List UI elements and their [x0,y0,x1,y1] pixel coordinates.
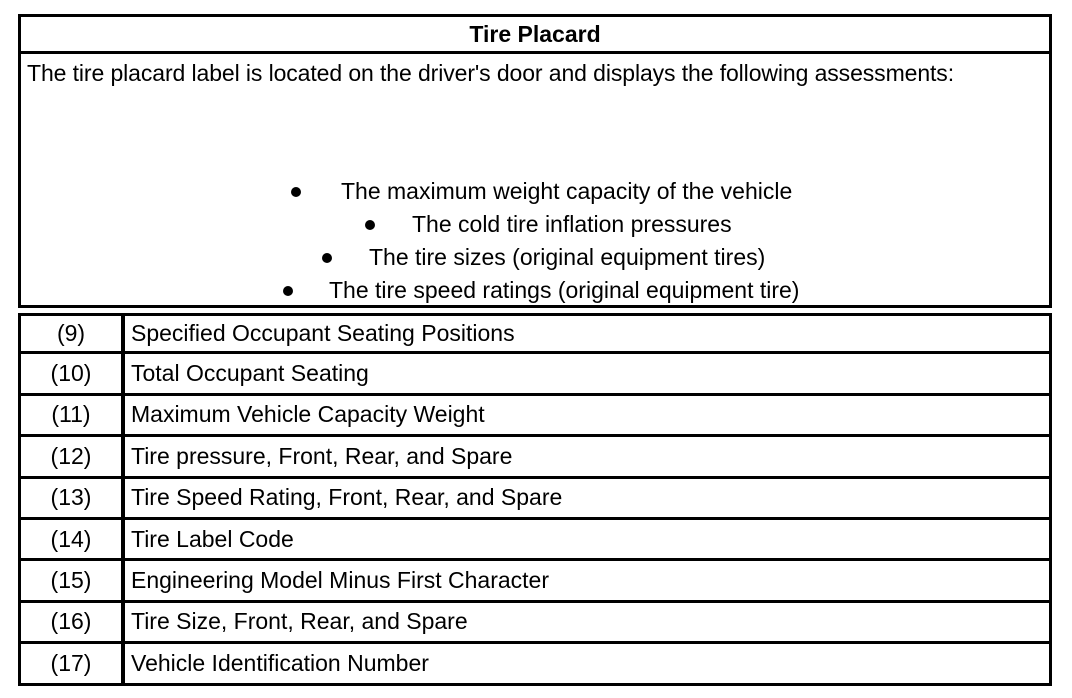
assessment-item [283,277,799,304]
table-row [18,644,1052,685]
assessment-text: The tire sizes (original equipment tires) [369,244,766,270]
field-description: Specified Occupant Seating Positions [131,320,515,347]
placard-title-cell [18,14,1052,54]
assessment-item [291,178,792,205]
field-description: Tire Label Code [131,525,294,552]
field-number: (12) [21,437,125,475]
field-description: Tire Speed Rating, Front, Rear, and Spare [131,484,563,511]
field-number: (15) [21,561,125,599]
table-row [18,437,1052,478]
bullet-icon [365,220,375,230]
assessment-item [322,244,765,271]
bullet-icon [291,187,301,197]
placard-title: Tire Placard [469,20,601,47]
field-number: (10) [21,354,125,392]
table-row [18,479,1052,520]
table-row [18,354,1052,395]
field-number: (14) [21,520,125,558]
field-description: Engineering Model Minus First Character [131,567,550,594]
assessment-text: The tire speed ratings (original equipment tire) [329,277,800,303]
placard-intro-text: The tire placard label is located on the driver's door and displays the following assessments: [27,60,954,86]
table-row [18,520,1052,561]
field-number: (17) [21,644,125,682]
bullet-icon [322,253,332,263]
tire-placard-document [18,14,1052,686]
table-row [18,313,1052,354]
field-description: Tire pressure, Front, Rear, and Spare [131,442,513,469]
placard-fields-table [18,313,1052,686]
placard-intro-cell [18,54,1052,308]
field-number: (9) [21,316,125,351]
field-description: Maximum Vehicle Capacity Weight [131,401,485,428]
field-number: (11) [21,396,125,434]
field-description: Vehicle Identification Number [131,649,429,676]
field-description: Tire Size, Front, Rear, and Spare [131,608,468,635]
field-number: (13) [21,479,125,517]
table-row [18,561,1052,602]
bullet-icon [283,286,293,296]
assessment-item [365,211,732,238]
table-row [18,603,1052,644]
field-number: (16) [21,603,125,641]
assessment-text: The cold tire inflation pressures [412,211,732,237]
table-row [18,396,1052,437]
field-description: Total Occupant Seating [131,360,369,387]
assessment-text: The maximum weight capacity of the vehicle [341,178,793,204]
